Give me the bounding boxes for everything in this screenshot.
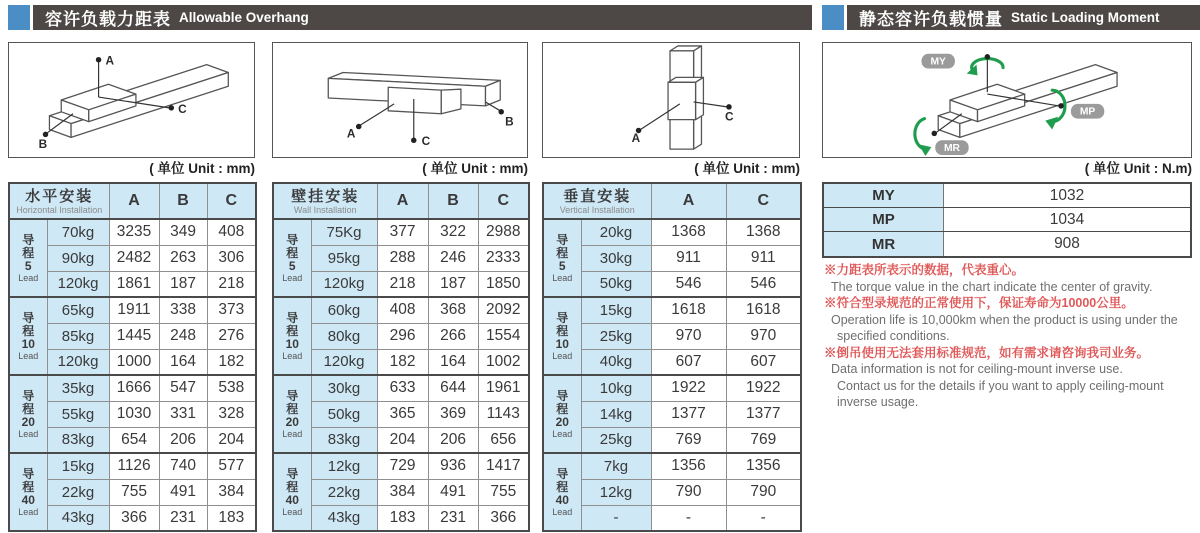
- value-cell: 322: [428, 219, 478, 245]
- table-row: [273, 349, 529, 375]
- table-row: [273, 401, 529, 427]
- value-cell: 231: [159, 505, 207, 531]
- point-c-dot: [411, 138, 417, 144]
- table-row: [273, 453, 529, 479]
- vertical-installation-diagram: [542, 42, 800, 158]
- load-cell: 25kg: [581, 323, 651, 349]
- lead-cell: 导 程 10 Lead: [9, 297, 47, 375]
- value-cell: 755: [478, 479, 529, 505]
- horizontal-install-table: [8, 182, 257, 532]
- lead-cell: 导 程 40 Lead: [543, 453, 581, 531]
- load-cell: 30kg: [581, 245, 651, 271]
- accent-square-right: [822, 5, 844, 30]
- unit-label-mm: ( 单位 Unit : mm): [422, 161, 528, 176]
- column-header-a: A: [377, 183, 428, 219]
- table-row: [543, 245, 801, 271]
- value-cell: 408: [377, 297, 428, 323]
- table-row: [9, 323, 256, 349]
- value-cell: 1368: [651, 219, 726, 245]
- value-cell: 183: [377, 505, 428, 531]
- table-title: 垂直安装 Vertical Installation: [543, 183, 651, 219]
- value-cell: 204: [377, 427, 428, 453]
- value-cell: 1911: [109, 297, 159, 323]
- value-cell: 187: [159, 271, 207, 297]
- value-cell: 331: [159, 401, 207, 427]
- point-b-label: B: [505, 115, 514, 129]
- load-cell: 60kg: [311, 297, 377, 323]
- column-header-a: A: [109, 183, 159, 219]
- load-cell: 40kg: [581, 349, 651, 375]
- horizontal-table-container: [8, 182, 255, 530]
- note-line: specified conditions.: [837, 329, 950, 343]
- lead-cell: 导 程 5 Lead: [543, 219, 581, 297]
- value-cell: 1554: [478, 323, 529, 349]
- value-cell: 1356: [651, 453, 726, 479]
- lead-cell: 导 程 40 Lead: [9, 453, 47, 531]
- unit-label-nm: ( 单位 Unit : N.m): [1084, 161, 1192, 176]
- value-cell: 1850: [478, 271, 529, 297]
- value-cell: 3235: [109, 219, 159, 245]
- wall-install-table: [272, 182, 530, 532]
- value-cell: 263: [159, 245, 207, 271]
- static-loading-moment-header: [847, 5, 1200, 30]
- table-row: [9, 245, 256, 271]
- load-cell: 95kg: [311, 245, 377, 271]
- load-cell: 120kg: [47, 349, 109, 375]
- value-cell: 288: [377, 245, 428, 271]
- column-header-c: C: [478, 183, 529, 219]
- value-cell: 644: [428, 375, 478, 401]
- mp-axis-dot: [1058, 103, 1064, 109]
- header-title-zh: 容许负载力距表: [45, 10, 171, 29]
- table-title: 水平安装 Horizontal Installation: [9, 183, 109, 219]
- load-cell: 20kg: [581, 219, 651, 245]
- mr-axis-dot: [932, 131, 938, 137]
- value-cell: 231: [428, 505, 478, 531]
- vertical-install-table: [542, 182, 802, 532]
- table-row: [543, 375, 801, 401]
- value-cell: 218: [207, 271, 256, 297]
- static-moment-table: [822, 182, 1192, 258]
- table-row: [9, 297, 256, 323]
- value-cell: 248: [159, 323, 207, 349]
- table-row: [273, 245, 529, 271]
- load-cell: 50kg: [311, 401, 377, 427]
- table-row: [273, 271, 529, 297]
- point-b-label: B: [38, 138, 48, 152]
- value-cell: 1445: [109, 323, 159, 349]
- load-cell: 65kg: [47, 297, 109, 323]
- table-row: [273, 479, 529, 505]
- note-line: ※符合型录规范的正常使用下，保证寿命为10000公里。: [824, 296, 1134, 310]
- value-cell: 368: [428, 297, 478, 323]
- table-row: [543, 505, 801, 531]
- lead-cell: 导 程 20 Lead: [9, 375, 47, 453]
- value-cell: 1356: [726, 453, 801, 479]
- value-cell: 633: [377, 375, 428, 401]
- value-cell: 1666: [109, 375, 159, 401]
- value-cell: 911: [651, 245, 726, 271]
- load-cell: 90kg: [47, 245, 109, 271]
- value-cell: 2482: [109, 245, 159, 271]
- point-a-label: A: [346, 127, 356, 141]
- table-row: [9, 349, 256, 375]
- value-cell: 1002: [478, 349, 529, 375]
- table-row: [543, 427, 801, 453]
- value-cell: 182: [377, 349, 428, 375]
- column-header-c: C: [726, 183, 801, 219]
- value-cell: 1000: [109, 349, 159, 375]
- load-cell: 120kg: [311, 349, 377, 375]
- value-cell: 607: [726, 349, 801, 375]
- value-cell: 1126: [109, 453, 159, 479]
- load-cell: 120kg: [47, 271, 109, 297]
- note-line: Operation life is 10,000km when the product is using under the: [831, 312, 1178, 327]
- value-cell: 1922: [726, 375, 801, 401]
- value-cell: 349: [159, 219, 207, 245]
- load-cell: 14kg: [581, 401, 651, 427]
- load-cell: 12kg: [581, 479, 651, 505]
- wall-table-container: [272, 182, 528, 530]
- table-row: [543, 349, 801, 375]
- my-badge-label: MY: [930, 56, 946, 68]
- table-row: [9, 505, 256, 531]
- table-row: [273, 297, 529, 323]
- value-cell: -: [651, 505, 726, 531]
- column-header-c: C: [207, 183, 256, 219]
- unit-label-mm: ( 单位 Unit : mm): [149, 161, 255, 176]
- value-cell: 2988: [478, 219, 529, 245]
- value-cell: 365: [377, 401, 428, 427]
- load-cell: 83kg: [47, 427, 109, 453]
- moment-label-mp: MP: [824, 208, 944, 231]
- value-cell: 296: [377, 323, 428, 349]
- load-cell: 22kg: [311, 479, 377, 505]
- table-row: [543, 271, 801, 297]
- value-cell: 164: [159, 349, 207, 375]
- moment-value-mr: 908: [944, 232, 1190, 256]
- table-row: [9, 479, 256, 505]
- lead-cell: 导 程 5 Lead: [9, 219, 47, 297]
- value-cell: 1377: [726, 401, 801, 427]
- value-cell: 206: [159, 427, 207, 453]
- table-row: [9, 271, 256, 297]
- header-title-en: Static Loading Moment: [1011, 10, 1160, 25]
- table-row: [543, 401, 801, 427]
- value-cell: 183: [207, 505, 256, 531]
- lead-cell: 导 程 10 Lead: [543, 297, 581, 375]
- table-row: [273, 505, 529, 531]
- value-cell: 1377: [651, 401, 726, 427]
- value-cell: 328: [207, 401, 256, 427]
- note-line: Contact us for the details if you want to apply ceiling-mount: [837, 378, 1164, 393]
- value-cell: 369: [428, 401, 478, 427]
- table-row: [9, 453, 256, 479]
- value-cell: 377: [377, 219, 428, 245]
- static-moment-diagram: [822, 42, 1192, 158]
- table-row: [543, 219, 801, 245]
- load-cell: -: [581, 505, 651, 531]
- lead-cell: 导 程 5 Lead: [273, 219, 311, 297]
- moment-label-my: MY: [824, 184, 944, 207]
- value-cell: 384: [377, 479, 428, 505]
- table-row: [9, 401, 256, 427]
- value-cell: 790: [726, 479, 801, 505]
- load-cell: 22kg: [47, 479, 109, 505]
- value-cell: 577: [207, 453, 256, 479]
- lead-cell: 导 程 20 Lead: [273, 375, 311, 453]
- table-row: [9, 219, 256, 245]
- load-cell: 70kg: [47, 219, 109, 245]
- moment-row: [824, 184, 1190, 208]
- value-cell: 182: [207, 349, 256, 375]
- table-row: [273, 323, 529, 349]
- column-header-b: B: [428, 183, 478, 219]
- load-cell: 15kg: [581, 297, 651, 323]
- value-cell: 546: [726, 271, 801, 297]
- lead-cell: 导 程 10 Lead: [273, 297, 311, 375]
- load-cell: 35kg: [47, 375, 109, 401]
- load-cell: 10kg: [581, 375, 651, 401]
- load-cell: 55kg: [47, 401, 109, 427]
- value-cell: 338: [159, 297, 207, 323]
- point-c-label: C: [725, 110, 734, 124]
- value-cell: 654: [109, 427, 159, 453]
- column-header-a: A: [651, 183, 726, 219]
- point-c-dot: [169, 105, 175, 111]
- value-cell: 755: [109, 479, 159, 505]
- value-cell: -: [726, 505, 801, 531]
- value-cell: 2333: [478, 245, 529, 271]
- moment-label-mr: MR: [824, 232, 944, 256]
- value-cell: 1417: [478, 453, 529, 479]
- value-cell: 769: [726, 427, 801, 453]
- value-cell: 656: [478, 427, 529, 453]
- point-c-label: C: [178, 102, 187, 116]
- moment-value-mp: 1034: [944, 208, 1190, 231]
- mr-badge-label: MR: [943, 143, 960, 155]
- point-a-dot: [96, 57, 102, 63]
- value-cell: 204: [207, 427, 256, 453]
- note-line: Data information is not for ceiling-mount inverse use.: [831, 362, 1123, 376]
- moment-row: [824, 232, 1190, 256]
- value-cell: 373: [207, 297, 256, 323]
- value-cell: 740: [159, 453, 207, 479]
- point-b-dot: [43, 132, 49, 138]
- accent-square-left: [8, 5, 30, 30]
- load-cell: 15kg: [47, 453, 109, 479]
- moment-value-my: 1032: [944, 184, 1190, 207]
- table-row: [543, 453, 801, 479]
- load-cell: 30kg: [311, 375, 377, 401]
- value-cell: 187: [428, 271, 478, 297]
- table-row: [543, 323, 801, 349]
- value-cell: 384: [207, 479, 256, 505]
- table-row: [273, 427, 529, 453]
- table-row: [9, 427, 256, 453]
- my-axis-dot: [985, 54, 991, 60]
- load-cell: 43kg: [47, 505, 109, 531]
- value-cell: 538: [207, 375, 256, 401]
- point-a-label: A: [631, 132, 641, 146]
- value-cell: 607: [651, 349, 726, 375]
- moment-row: [824, 208, 1190, 232]
- value-cell: 1618: [651, 297, 726, 323]
- value-cell: 911: [726, 245, 801, 271]
- value-cell: 970: [726, 323, 801, 349]
- value-cell: 218: [377, 271, 428, 297]
- value-cell: 366: [109, 505, 159, 531]
- point-c-dot: [726, 104, 732, 110]
- load-cell: 80kg: [311, 323, 377, 349]
- value-cell: 246: [428, 245, 478, 271]
- value-cell: 266: [428, 323, 478, 349]
- note-line: The torque value in the chart indicate the center of gravity.: [831, 279, 1153, 294]
- lead-cell: 导 程 20 Lead: [543, 375, 581, 453]
- table-title: 壁挂安装 Wall Installation: [273, 183, 377, 219]
- header-title-zh: 静态容许负载惯量: [859, 10, 1003, 29]
- value-cell: 408: [207, 219, 256, 245]
- value-cell: 1922: [651, 375, 726, 401]
- point-a-dot: [356, 124, 362, 130]
- note-line: ※倒吊使用无法套用标准规范，如有需求请咨询我司业务。: [824, 345, 1150, 360]
- load-cell: 12kg: [311, 453, 377, 479]
- value-cell: 1030: [109, 401, 159, 427]
- wall-installation-diagram: [272, 42, 528, 158]
- value-cell: 491: [159, 479, 207, 505]
- value-cell: 1961: [478, 375, 529, 401]
- point-b-dot: [498, 109, 504, 115]
- table-row: [273, 375, 529, 401]
- value-cell: 2092: [478, 297, 529, 323]
- table-row: [273, 219, 529, 245]
- load-cell: 85kg: [47, 323, 109, 349]
- value-cell: 790: [651, 479, 726, 505]
- header-title-en: Allowable Overhang: [179, 10, 309, 25]
- value-cell: 206: [428, 427, 478, 453]
- column-header-b: B: [159, 183, 207, 219]
- value-cell: 1143: [478, 401, 529, 427]
- point-a-label: A: [105, 54, 114, 68]
- note-line: inverse usage.: [837, 395, 919, 409]
- value-cell: 276: [207, 323, 256, 349]
- value-cell: 936: [428, 453, 478, 479]
- table-row: [543, 297, 801, 323]
- value-cell: 729: [377, 453, 428, 479]
- note-line: ※力距表所表示的数据，代表重心。: [824, 263, 1025, 277]
- value-cell: 970: [651, 323, 726, 349]
- table-row: [9, 375, 256, 401]
- load-cell: 25kg: [581, 427, 651, 453]
- value-cell: 1618: [726, 297, 801, 323]
- value-cell: 366: [478, 505, 529, 531]
- load-cell: 83kg: [311, 427, 377, 453]
- value-cell: 547: [159, 375, 207, 401]
- horizontal-installation-diagram: [8, 42, 255, 158]
- allowable-overhang-header: [33, 5, 812, 30]
- unit-label-mm: ( 单位 Unit : mm): [694, 161, 800, 176]
- vertical-table-container: [542, 182, 800, 530]
- load-cell: 43kg: [311, 505, 377, 531]
- value-cell: 491: [428, 479, 478, 505]
- table-row: [543, 479, 801, 505]
- value-cell: 164: [428, 349, 478, 375]
- value-cell: 1861: [109, 271, 159, 297]
- load-cell: 7kg: [581, 453, 651, 479]
- mp-badge-label: MP: [1079, 106, 1096, 118]
- lead-cell: 导 程 40 Lead: [273, 453, 311, 531]
- value-cell: 306: [207, 245, 256, 271]
- value-cell: 1368: [726, 219, 801, 245]
- load-cell: 50kg: [581, 271, 651, 297]
- point-c-label: C: [421, 135, 431, 149]
- notes-block: [824, 262, 1200, 411]
- value-cell: 546: [651, 271, 726, 297]
- value-cell: 769: [651, 427, 726, 453]
- load-cell: 75Kg: [311, 219, 377, 245]
- load-cell: 120kg: [311, 271, 377, 297]
